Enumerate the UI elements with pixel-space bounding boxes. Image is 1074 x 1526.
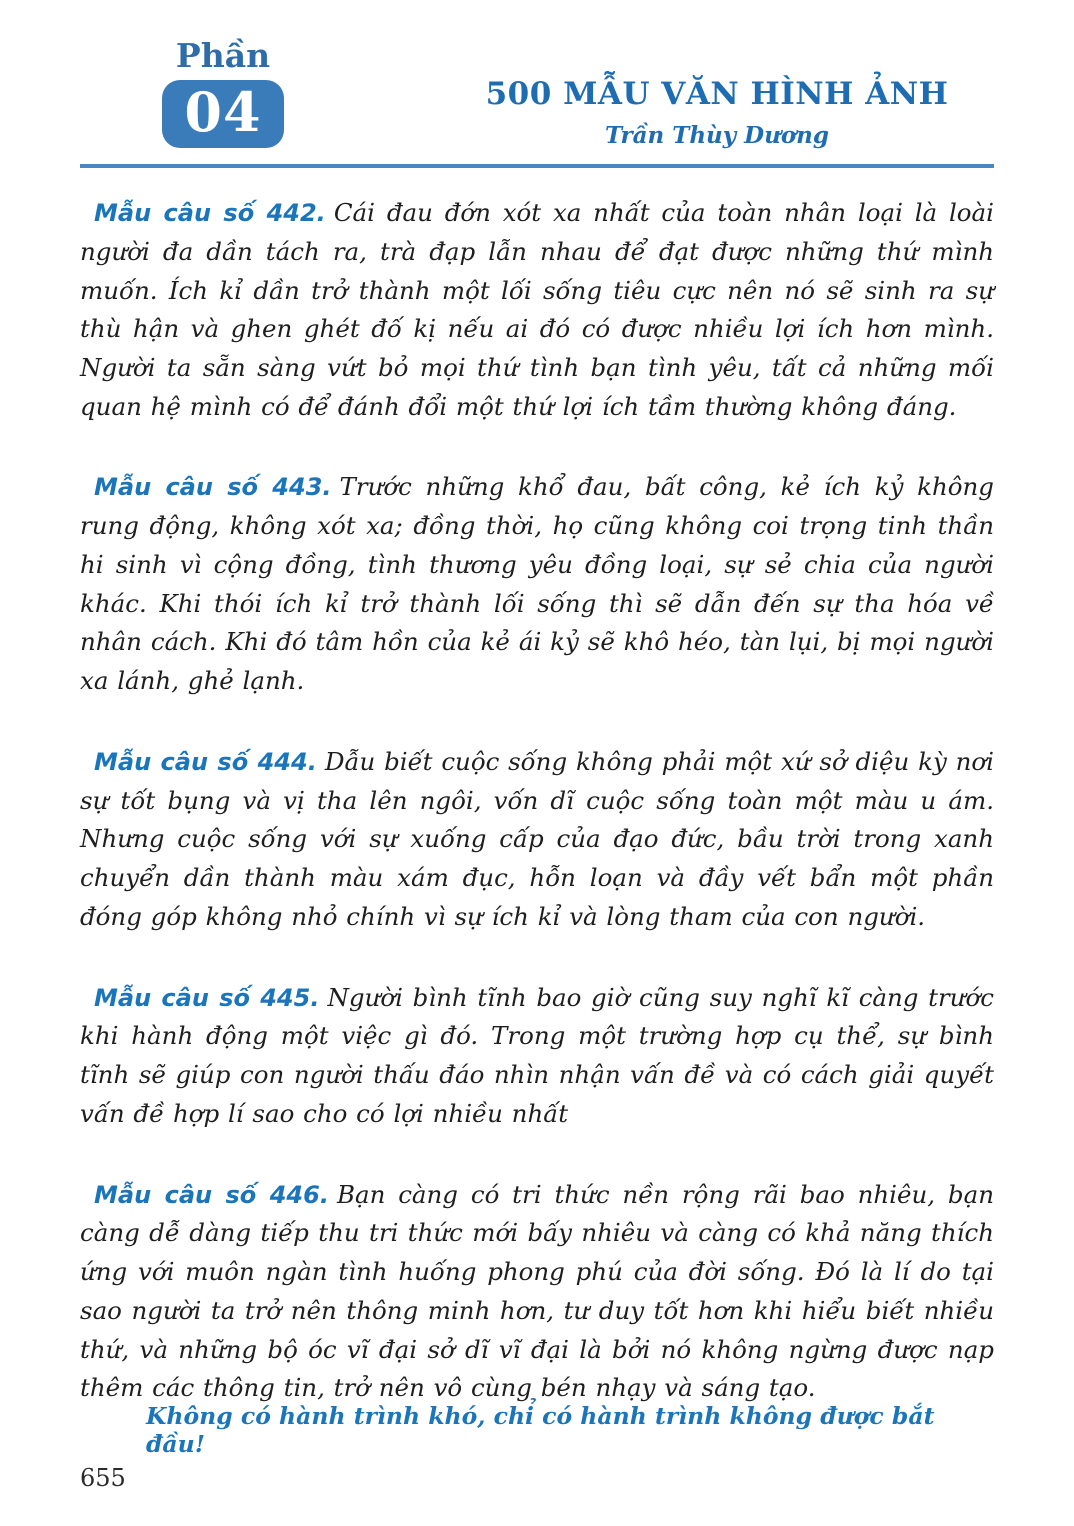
paragraph-443-label: Mẫu câu số 443. xyxy=(94,473,332,502)
page-number: 655 xyxy=(80,1464,126,1492)
content-area xyxy=(80,194,994,1408)
header-divider xyxy=(80,164,994,168)
paragraph-445-label: Mẫu câu số 445. xyxy=(94,983,320,1012)
paragraph-445 xyxy=(80,979,994,1134)
author-name: Trần Thùy Dương xyxy=(605,122,829,149)
part-label: Phần xyxy=(175,36,271,75)
paragraph-444 xyxy=(80,743,994,937)
paragraph-445-text: Người bình tĩnh bao giờ cũng suy nghĩ kĩ càng trước khi hành động một việc gì đó. Trong một trường hợp cụ thể, sự bình tĩnh sẽ giúp con người thấu đáo nhìn nhận vấn đề và có cách giải quyết vấn đề hợp lí sao cho có lợi nhiều nhất xyxy=(80,982,994,1128)
paragraph-442-text: Cái đau đớn xót xa nhất của toàn nhân loại là loài người đa dần tách ra, trà đạp lẫn nhau để đạt được những thứ mình muốn. Ích kỉ dần trở thành một lối sống tiêu cực nên nó sẽ sinh ra sự thù hận và ghen ghét đố kị nếu ai đó có được nhiều lợi ích hơn mình. Người ta sẵn sàng vứt bỏ mọi thứ tình bạn tình yêu, tất cả những mối quan hệ mình có để đánh đổi một thứ lợi ích tầm thường không đáng. xyxy=(80,198,995,421)
title-group xyxy=(440,76,994,149)
page-header xyxy=(80,38,994,160)
page-footer xyxy=(80,1402,994,1492)
part-number-badge: 04 xyxy=(162,80,284,148)
paragraph-444-label: Mẫu câu số 444. xyxy=(94,747,317,776)
paragraph-443 xyxy=(80,468,994,700)
book-title: 500 MẪU VĂN HÌNH ẢNH xyxy=(485,76,949,112)
paragraph-446-label: Mẫu câu số 446. xyxy=(94,1180,329,1209)
paragraph-443-text: Trước những khổ đau, bất công, kẻ ích kỷ không rung động, không xót xa; đồng thời, họ cũng không coi trọng tinh thần hi sinh vì cộng đồng, tình thương yêu đồng loại, sự sẻ chia của người khác. Khi thói ích kỉ trở thành lối sống thì sẽ dẫn đến sự tha hóa về nhân cách. Khi đó tâm hồn của kẻ ái kỷ sẽ khô héo, tàn lụi, bị mọi người xa lánh, ghẻ lạnh. xyxy=(80,472,994,696)
paragraph-442-label: Mẫu câu số 442. xyxy=(94,199,326,227)
footer-quote: Không có hành trình khó, chỉ có hành trình không được bắt đầu! xyxy=(146,1402,935,1458)
paragraph-444-text: Dẫu biết cuộc sống không phải một xứ sở diệu kỳ nơi sự tốt bụng và vị tha lên ngôi, vốn dĩ cuộc sống toàn một màu u ám. Nhưng cuộc sống với sự xuống cấp của đạo đức, bầu trời trong xanh chuyển dần thành màu xám đục, hỗn loạn và đầy vết bẩn một phần đóng góp không nhỏ chính vì sự ích kỉ và lòng tham của con người. xyxy=(80,746,994,931)
paragraph-446-text: Bạn càng có tri thức nền rộng rãi bao nhiêu, bạn càng dễ dàng tiếp thu tri thức mới bấy nhiêu và càng có khả năng thích ứng với muôn ngàn tình huống phong phú của đời sống. Đó là lí do tại sao người ta trở nên thông minh hơn, tư duy tốt hơn khi hiểu biết nhiều thứ, và những bộ óc vĩ đại sở dĩ vĩ đại là bởi nó không ngừng được nạp thêm các thông tin, trở nên vô cùng bén nhạy và sáng tạo. xyxy=(80,1179,995,1403)
paragraph-446 xyxy=(80,1176,994,1408)
part-badge-group xyxy=(162,38,284,148)
paragraph-442 xyxy=(80,194,994,426)
